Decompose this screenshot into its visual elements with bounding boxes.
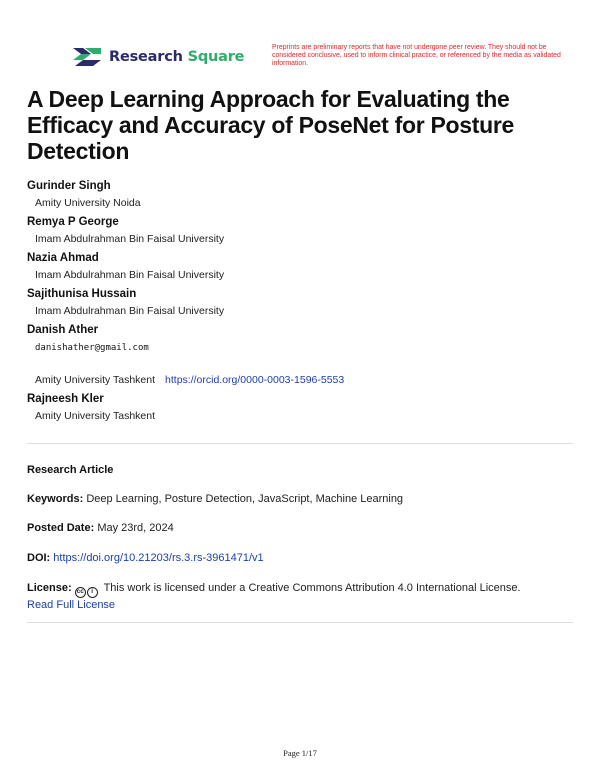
author-affiliation: Amity University Tashkent: [35, 374, 156, 386]
posted-date-row: [27, 521, 174, 536]
research-square-logo-icon: [73, 46, 101, 68]
license-text: This work is licensed under a Creative Commons Attribution 4.0 International License.: [103, 582, 521, 594]
author-entry: [27, 250, 577, 286]
author-entry: [27, 391, 577, 427]
author-name: Gurinder Singh: [27, 180, 111, 192]
license-label: License:: [27, 582, 72, 594]
author-affiliation: Imam Abdulrahman Bin Faisal University: [35, 233, 225, 245]
attribution-glyph: i: [87, 587, 98, 598]
logo-text: [109, 49, 244, 65]
author-name: Rajneesh Kler: [27, 393, 104, 405]
author-affiliation: Imam Abdulrahman Bin Faisal University: [35, 305, 225, 317]
page-number: Page 1/17: [283, 748, 317, 758]
doi-row: [27, 551, 264, 566]
author-name: Nazia Ahmad: [27, 252, 99, 264]
orcid-link[interactable]: https://orcid.org/0000-0003-1596-5553: [165, 374, 345, 386]
divider: [27, 622, 573, 623]
read-full-license-link[interactable]: Read Full License: [27, 599, 116, 611]
keywords-row: [27, 492, 403, 507]
article-type: [27, 463, 113, 478]
research-square-logo[interactable]: [73, 46, 244, 68]
doi-label: DOI:: [27, 552, 51, 564]
posted-date-value: May 23rd, 2024: [97, 522, 174, 534]
license-row: [27, 581, 577, 613]
doi-link[interactable]: https://doi.org/10.21203/rs.3.rs-3961471/v1: [53, 552, 264, 564]
author-email[interactable]: danishather@gmail.com: [35, 343, 149, 353]
author-entry: [27, 178, 577, 214]
author-name: Remya P George: [27, 216, 119, 228]
author-affiliation: Amity University Tashkent: [35, 410, 156, 422]
author-list: [27, 178, 577, 427]
author-affiliation-row: [27, 372, 577, 391]
article-type-label: Research Article: [27, 464, 114, 476]
header: [0, 0, 600, 80]
preprint-disclaimer: Preprints are preliminary reports that have not undergone peer review. They should not be considered conclusive, used to inform clinical practice, or referenced by the media as validated information.: [272, 44, 561, 68]
keywords-value: Deep Learning, Posture Detection, JavaScript, Machine Learning: [86, 493, 404, 505]
author-entry: [27, 322, 577, 391]
author-entry: [27, 214, 577, 250]
cc-glyph: cc: [75, 587, 86, 598]
paper-title: A Deep Learning Approach for Evaluating the Efficacy and Accuracy of PoseNet for Posture Detection: [27, 86, 514, 164]
author-entry: [27, 286, 577, 322]
author-name: Sajithunisa Hussain: [27, 288, 137, 300]
creative-commons-icon: [75, 587, 98, 598]
logo-word-square: Square: [187, 49, 245, 65]
divider: [27, 443, 573, 444]
author-affiliation: Amity University Noida: [35, 197, 141, 209]
author-affiliation: Imam Abdulrahman Bin Faisal University: [35, 269, 225, 281]
logo-word-research: Research: [109, 49, 183, 65]
keywords-label: Keywords:: [27, 493, 84, 505]
author-name: Danish Ather: [27, 324, 99, 336]
posted-date-label: Posted Date:: [27, 522, 95, 534]
